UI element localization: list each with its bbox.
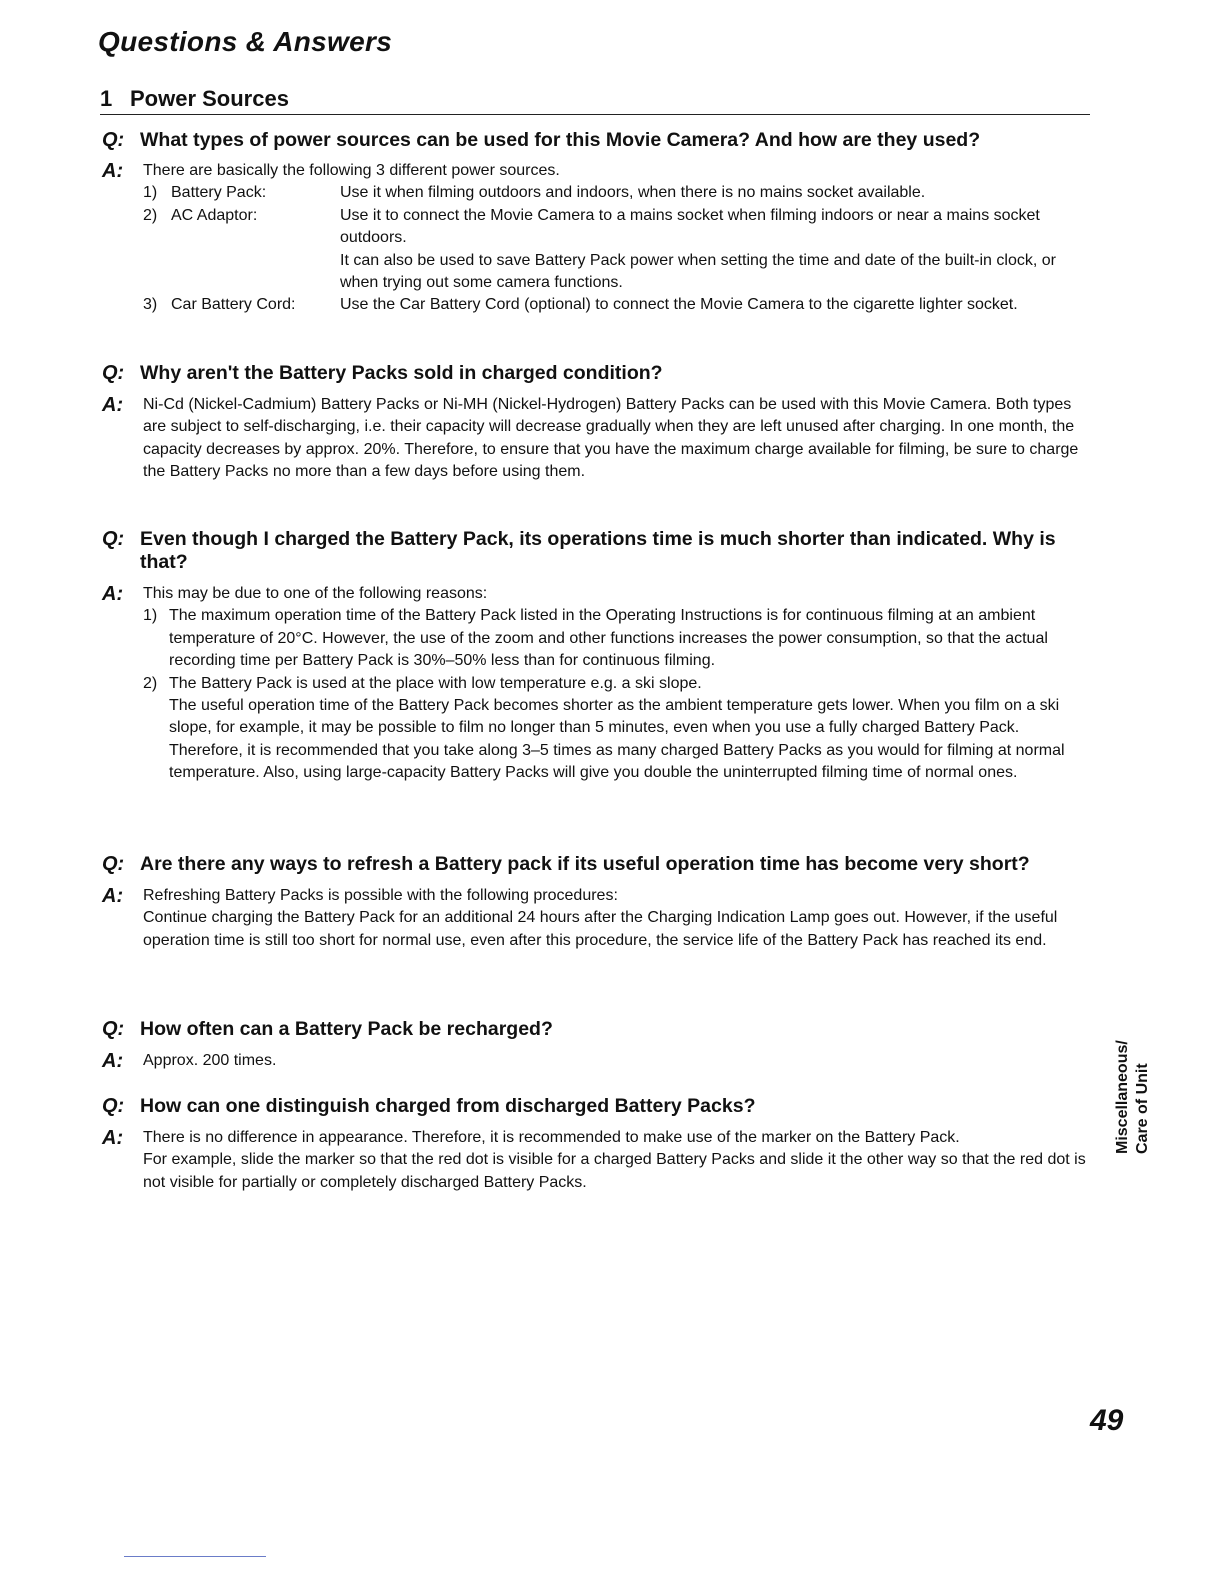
source-label: Battery Pack: — [171, 184, 267, 202]
answer-text: There is no difference in appearance. Therefore, it is recommended to make use of the marker on the Battery Pack. — [143, 1129, 960, 1146]
page-title: Questions & Answers — [98, 26, 393, 57]
answer-intro: Refreshing Battery Packs is possible with the following procedures: — [143, 887, 618, 904]
reason-text — [169, 673, 1090, 785]
source-number: 1) — [143, 184, 158, 202]
a-mark: A: — [102, 160, 124, 182]
question — [100, 853, 1090, 876]
reason-detail: The useful operation time of the Battery Pack becomes shorter as the ambient temperature gets lower. When you film on a ski slope, for example, it may be possible to film no longer than 5 minutes, even when you use a fully charged Battery Pack. Therefore, it is recommended that you take along 3–5 times as many charged Battery Packs as you would for filming at normal temperature. Also, using large-capacity Battery Packs will give you double the uninterrupted filming time of normal ones. — [169, 697, 1065, 782]
question-text: How often can a Battery Pack be recharged? — [140, 1018, 553, 1040]
source-row — [143, 205, 1090, 295]
answer — [100, 583, 1090, 785]
reason-item — [143, 605, 1090, 672]
source-row — [143, 294, 1090, 316]
answer — [100, 1050, 1090, 1072]
reason-item — [143, 673, 1090, 785]
answer — [100, 160, 1090, 317]
question — [100, 528, 1090, 574]
answer-text: Continue charging the Battery Pack for an additional 24 hours after the Charging Indication Lamp goes out. However, if the useful operation time is still too short for normal use, even after this procedure, the service life of the Battery Pack has reached its end. — [143, 909, 1058, 949]
source-description — [340, 205, 1090, 295]
page-number: 49 — [1090, 1404, 1124, 1437]
question — [100, 1095, 1090, 1118]
question — [100, 129, 1090, 152]
reason-number: 1) — [143, 607, 158, 625]
source-number: 2) — [143, 206, 158, 224]
q-mark: Q: — [102, 1095, 125, 1117]
a-mark: A: — [102, 1050, 124, 1072]
section-number: 1 — [100, 86, 113, 111]
reason-text: The maximum operation time of the Battery Pack listed in the Operating Instructions is for continuous filming at an ambient temperature of 20°C. However, the use of the zoom and other functions increases the power consumption, so that the actual recording time per Battery Pack is 30%–50% less than for continuous filming. — [169, 607, 1048, 670]
side-tab-line-1: Miscellaneous/ — [1114, 1040, 1131, 1154]
answer-text: Ni-Cd (Nickel-Cadmium) Battery Packs or Ni-MH (Nickel-Hydrogen) Battery Packs can be used with this Movie Camera. Both types are subject to self-discharging, i.e. their capacity will decrease gradually when they are left unused after charging. In one month, the capacity decreases by approx. 20%. Therefore, to ensure that you have the maximum charge available for filming, be sure to charge the Battery Packs no more than a few days before using them. — [143, 396, 1079, 481]
a-mark: A: — [102, 885, 124, 907]
q-mark: Q: — [102, 1018, 125, 1040]
answer — [100, 1127, 1090, 1194]
answer-intro: There are basically the following 3 different power sources. — [143, 162, 560, 179]
source-label: AC Adaptor: — [171, 206, 258, 224]
footer-rule — [124, 1556, 266, 1557]
answer-intro: This may be due to one of the following reasons: — [143, 585, 488, 602]
question-text: Even though I charged the Battery Pack, its operations time is much shorter than indicated. Why is that? — [140, 528, 1056, 573]
answer-text: Approx. 200 times. — [143, 1052, 277, 1069]
answer — [100, 394, 1090, 484]
a-mark: A: — [102, 394, 124, 416]
q-mark: Q: — [102, 528, 125, 550]
answer — [100, 885, 1090, 952]
q-mark: Q: — [102, 362, 125, 384]
question — [100, 1018, 1090, 1041]
question-text: What types of power sources can be used for this Movie Camera? And how are they used? — [140, 129, 981, 151]
source-row — [143, 182, 1090, 204]
qa-power-source-types — [100, 129, 1090, 317]
source-description-extra: It can also be used to save Battery Pack power when setting the time and date of the built-in clock, or when trying out some camera functions. — [340, 251, 1056, 292]
question-text: Why aren't the Battery Packs sold in charged condition? — [140, 362, 663, 384]
section-side-tab — [1112, 1020, 1156, 1156]
source-label: Car Battery Cord: — [171, 296, 296, 314]
qa-recharge-count — [100, 1018, 1090, 1072]
question-text: Are there any ways to refresh a Battery pack if its useful operation time has become very short? — [140, 853, 1030, 875]
q-mark: Q: — [102, 129, 125, 151]
section-title: Power Sources — [130, 86, 289, 111]
qa-distinguish-charged — [100, 1095, 1090, 1194]
answer-text-extra: For example, slide the marker so that the red dot is visible for a charged Battery Packs and slide it the other way so that the red dot is not visible for partially or completely discharged Battery Packs. — [143, 1151, 1086, 1191]
section-heading — [100, 86, 1090, 115]
reason-text-main: The Battery Pack is used at the place with low temperature e.g. a ski slope. — [169, 674, 702, 692]
source-description: Use it when filming outdoors and indoors, when there is no mains socket available. — [340, 184, 926, 202]
source-description: Use the Car Battery Cord (optional) to connect the Movie Camera to the cigarette lighter socket. — [340, 296, 1018, 314]
a-mark: A: — [102, 583, 124, 605]
q-mark: Q: — [102, 853, 125, 875]
a-mark: A: — [102, 1127, 124, 1149]
reason-number: 2) — [143, 674, 158, 692]
question-text: How can one distinguish charged from discharged Battery Packs? — [140, 1095, 756, 1117]
source-description-text: Use it to connect the Movie Camera to a mains socket when filming indoors or near a mains socket outdoors. — [340, 206, 1040, 247]
source-number: 3) — [143, 296, 158, 314]
qa-uncharged-packs — [100, 362, 1090, 484]
qa-refresh-battery — [100, 853, 1090, 952]
question — [100, 362, 1090, 385]
side-tab-line-2: Care of Unit — [1134, 1063, 1151, 1154]
qa-short-operation-time — [100, 528, 1090, 785]
